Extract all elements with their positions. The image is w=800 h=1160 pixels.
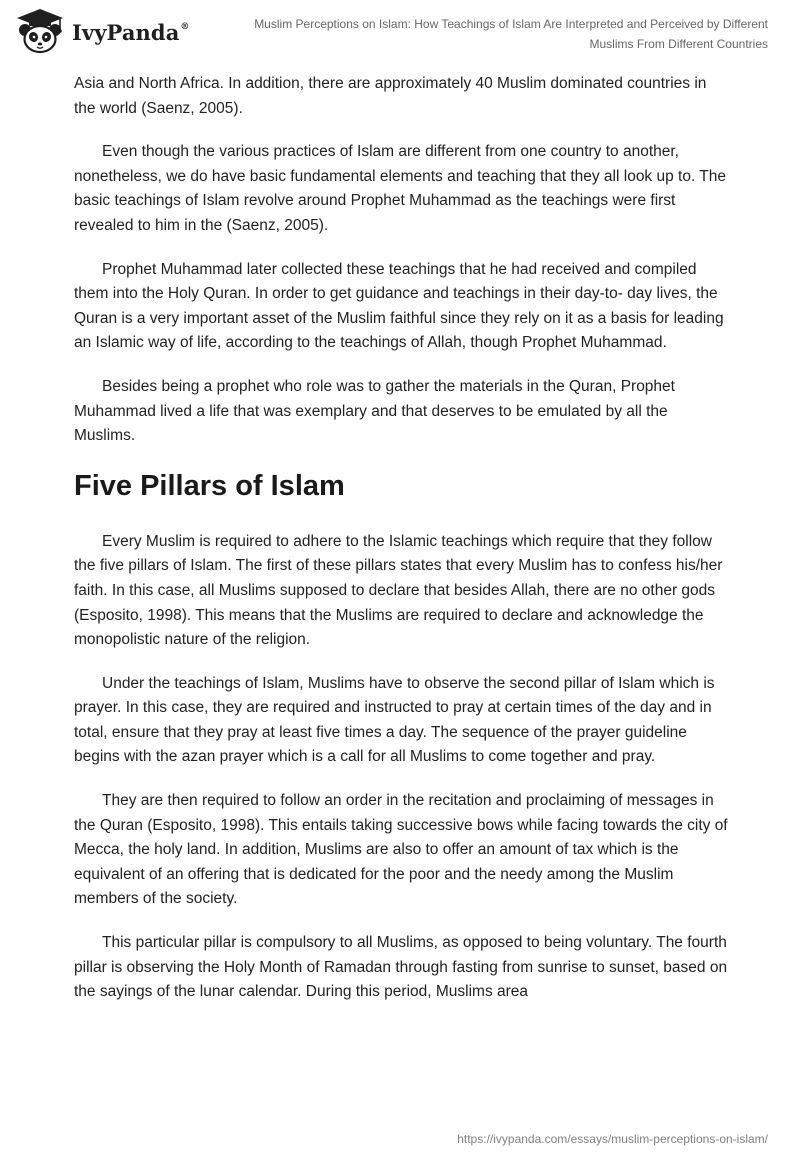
paragraph: This particular pillar is compulsory to all Muslims, as opposed to being voluntary. The fourth pillar is observing the Holy Month of Ramadan through fasting from sunrise to sunset, based on the sayings of the lunar calendar. During this period, Muslims area: [74, 934, 728, 1001]
page-header: [0, 0, 800, 64]
brand-name-text: IvyPanda: [72, 19, 180, 45]
registered-mark: ®: [180, 21, 190, 32]
brand-logo[interactable]: [14, 8, 190, 54]
panda-graduate-icon: [14, 8, 66, 54]
paragraph: Asia and North Africa. In addition, there are approximately 40 Muslim dominated countries in the world (Saenz, 2005).: [74, 75, 707, 117]
section-heading: Five Pillars of Islam: [74, 469, 345, 502]
paragraph: Every Muslim is required to adhere to the Islamic teachings which require that they follow the five pillars of Islam. The first of these pillars states that every Muslim has to confess his/her faith. In this case, all Muslims supposed to declare that besides Allah, there are no other gods (Esposito, 1998). This means that the Muslims are required to declare and acknowledge the monopolistic nature of the religion.: [74, 532, 723, 649]
paragraph: They are then required to follow an order in the recitation and proclaiming of messages in the Quran (Esposito, 1998). This entails taking successive bows while facing towards the city of Mecca, the holy land. In addition, Muslims are also to offer an amount of tax which is the equivalent of an offering that is dedicated for the poor and the needy among the Muslim members of the society.: [74, 792, 728, 908]
essay-content: [74, 72, 730, 1024]
paragraph: Besides being a prophet who role was to gather the materials in the Quran, Prophet Muhammad lived a life that was exemplary and that deserves to be emulated by all the Muslims.: [74, 377, 675, 445]
document-title: [208, 14, 768, 54]
document-title-line-2: Muslims From Different Countries: [589, 37, 768, 51]
source-url[interactable]: https://ivypanda.com/essays/muslim-perceptions-on-islam/: [457, 1132, 768, 1146]
brand-name: [72, 20, 190, 45]
document-title-line-1: Muslim Perceptions on Islam: How Teachings of Islam Are Interpreted and Perceived by Different: [254, 17, 768, 31]
paragraph: Under the teachings of Islam, Muslims have to observe the second pillar of Islam which is prayer. In this case, they are required and instructed to pray at certain times of the day and in total, ensure that they pray at least five times a day. The sequence of the prayer guideline begins with the azan prayer which is a call for all Muslims to come together and pray.: [74, 674, 715, 766]
paragraph: Even though the various practices of Islam are different from one country to another, nonetheless, we do have basic fundamental elements and teaching that they all look up to. The basic teachings of Islam revolve around Prophet Muhammad as the teachings were first revealed to him in the (Saenz, 2005).: [74, 143, 727, 234]
paragraph: Prophet Muhammad later collected these teachings that he had received and compiled them into the Holy Quran. In order to get guidance and teachings in their day-to- day lives, the Quran is a very important asset of the Muslim faithful since they rely on it as a basis for leading an Islamic way of life, according to the teachings of Allah, though Prophet Muhammad.: [74, 260, 724, 352]
